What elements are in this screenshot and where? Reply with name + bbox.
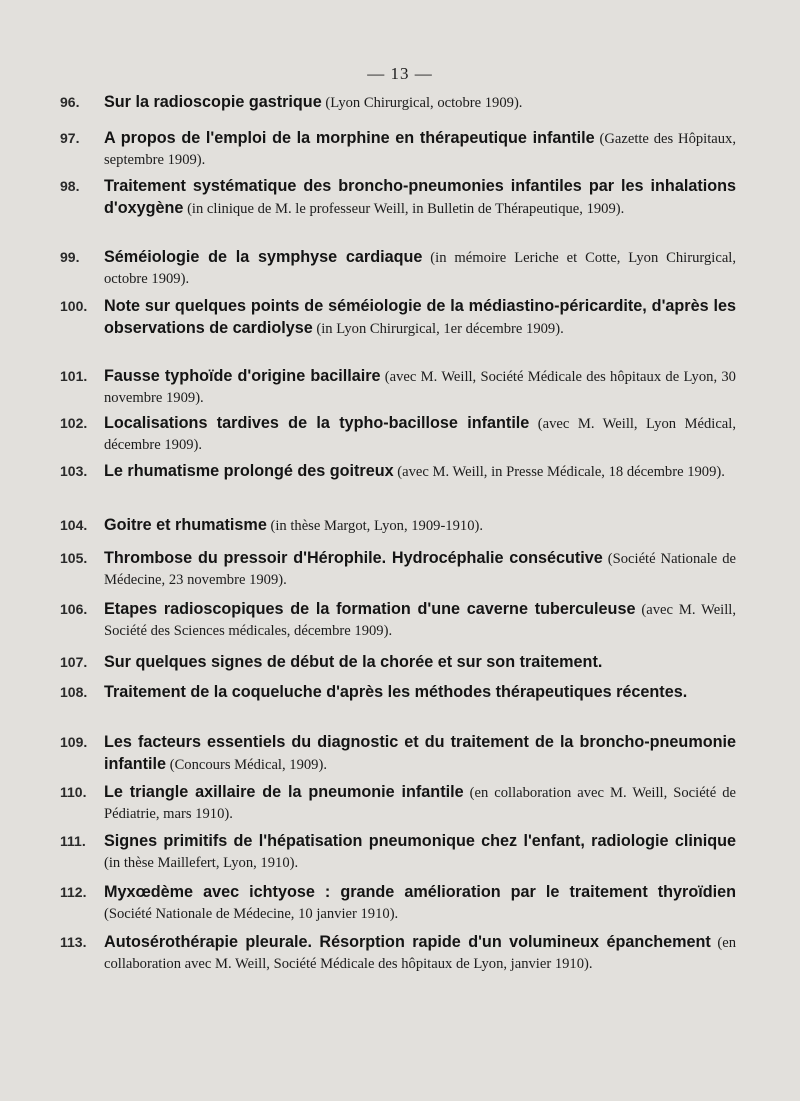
entry-title: Traitement systématique des broncho-pneumonies infantiles par les inhalations d'oxygène — [104, 177, 736, 217]
entry-title: Signes primitifs de l'hépatisation pneumonique chez l'enfant, radiologie clinique — [104, 832, 736, 850]
entry-number: 97. — [60, 130, 80, 146]
entry-number: 104. — [60, 517, 88, 533]
entry-title: Thrombose du pressoir d'Hérophile. Hydrocéphalie consécutive — [104, 549, 603, 567]
entry-title: Localisations tardives de la typho-bacillose infantile — [104, 414, 530, 432]
entry-reference: (avec M. Weill, in Presse Médicale, 18 décembre 1909). — [393, 464, 725, 480]
entry-reference: (en collaboration avec M. Weill, Société Médicale des hôpitaux de Lyon, janvier 1910). — [104, 935, 736, 972]
bibliography-entry — [60, 882, 736, 925]
entry-reference: (Lyon Chirurgical, octobre 1909). — [321, 95, 523, 111]
entry-title: Fausse typhoïde d'origine bacillaire — [104, 367, 381, 385]
entry-reference: (en collaboration avec M. Weill, Société de Pédiatrie, mars 1910). — [104, 785, 736, 822]
entry-title: A propos de l'emploi de la morphine en thérapeutique infantile — [104, 129, 595, 147]
entry-number: 105. — [60, 550, 88, 566]
bibliography-entry — [60, 652, 736, 674]
entry-title: Myxœdème avec ichtyose : grande amélioration par le traitement thyroïdien — [104, 883, 736, 901]
entry-number: 111. — [60, 833, 86, 849]
bibliography-entry — [60, 932, 736, 975]
entry-number: 96. — [60, 94, 80, 110]
bibliography-entry — [60, 461, 736, 483]
entry-title: Sur quelques signes de début de la chorée et sur son traitement. — [104, 653, 603, 671]
entry-title: Autosérothérapie pleurale. Résorption rapide d'un volumineux épanchement — [104, 933, 711, 951]
entry-reference: (avec M. Weill, Société Médicale des hôpitaux de Lyon, 30 novembre 1909). — [104, 369, 736, 406]
bibliography-entry — [60, 176, 736, 220]
entry-number: 102. — [60, 415, 88, 431]
entry-title: Etapes radioscopiques de la formation d'une caverne tuberculeuse — [104, 600, 636, 618]
bibliography-entry — [60, 413, 736, 456]
entry-reference: (in clinique de M. le professeur Weill, in Bulletin de Thérapeutique, 1909). — [183, 201, 625, 217]
entry-number: 109. — [60, 734, 88, 750]
bibliography-entry — [60, 515, 736, 537]
bibliography-entry — [60, 782, 736, 825]
entry-title: Sur la radioscopie gastrique — [104, 93, 322, 111]
entry-reference: (avec M. Weill, Société des Sciences médicales, décembre 1909). — [104, 602, 736, 639]
entry-reference: (Société Nationale de Médecine, 23 novembre 1909). — [104, 551, 736, 588]
entry-reference: (in mémoire Leriche et Cotte, Lyon Chirurgical, octobre 1909). — [104, 250, 736, 287]
entry-number: 113. — [60, 934, 87, 950]
bibliography-entry — [60, 366, 736, 409]
entry-number: 100. — [60, 298, 88, 314]
entry-title: Goitre et rhumatisme — [104, 516, 267, 534]
entry-number: 103. — [60, 463, 88, 479]
bibliography-entry — [60, 128, 736, 171]
entry-number: 98. — [60, 178, 80, 194]
bibliography-entry — [60, 247, 736, 290]
bibliography-entry — [60, 732, 736, 776]
entry-number: 107. — [60, 654, 88, 670]
bibliography-entry — [60, 682, 736, 704]
bibliography-entry — [60, 548, 736, 591]
entry-reference: (in thèse Maillefert, Lyon, 1910). — [104, 855, 299, 871]
entry-title: Traitement de la coqueluche d'après les méthodes thérapeutiques récentes. — [104, 683, 688, 701]
bibliography-entry — [60, 599, 736, 642]
entry-reference: (avec M. Weill, Lyon Médical, décembre 1909). — [104, 416, 736, 453]
entry-title: Le rhumatisme prolongé des goitreux — [104, 462, 394, 480]
entry-number: 99. — [60, 249, 80, 265]
bibliography-entry — [60, 831, 736, 874]
entry-reference: (in thèse Margot, Lyon, 1909-1910). — [266, 518, 484, 534]
entry-reference: (Concours Médical, 1909). — [166, 757, 327, 773]
entry-reference: (in Lyon Chirurgical, 1er décembre 1909). — [312, 321, 564, 337]
entry-title: Les facteurs essentiels du diagnostic et du traitement de la broncho-pneumonie infantile — [104, 733, 736, 773]
entry-number: 101. — [60, 368, 88, 384]
entry-title: Séméiologie de la symphyse cardiaque — [104, 248, 423, 266]
entry-number: 110. — [60, 784, 87, 800]
entry-reference: (Gazette des Hôpitaux, septembre 1909). — [104, 131, 737, 168]
entry-number: 108. — [60, 684, 88, 700]
entry-number: 106. — [60, 601, 88, 617]
entry-number: 112. — [60, 884, 87, 900]
bibliography-entry — [60, 92, 736, 114]
entry-title: Note sur quelques points de séméiologie de la médiastino-péricardite, d'après les observations de cardiolyse — [104, 297, 736, 337]
page-number: — 13 — — [367, 64, 433, 83]
entry-title: Le triangle axillaire de la pneumonie infantile — [104, 783, 464, 801]
entry-reference: (Société Nationale de Médecine, 10 janvier 1910). — [104, 906, 399, 922]
bibliography-entry — [60, 296, 736, 340]
